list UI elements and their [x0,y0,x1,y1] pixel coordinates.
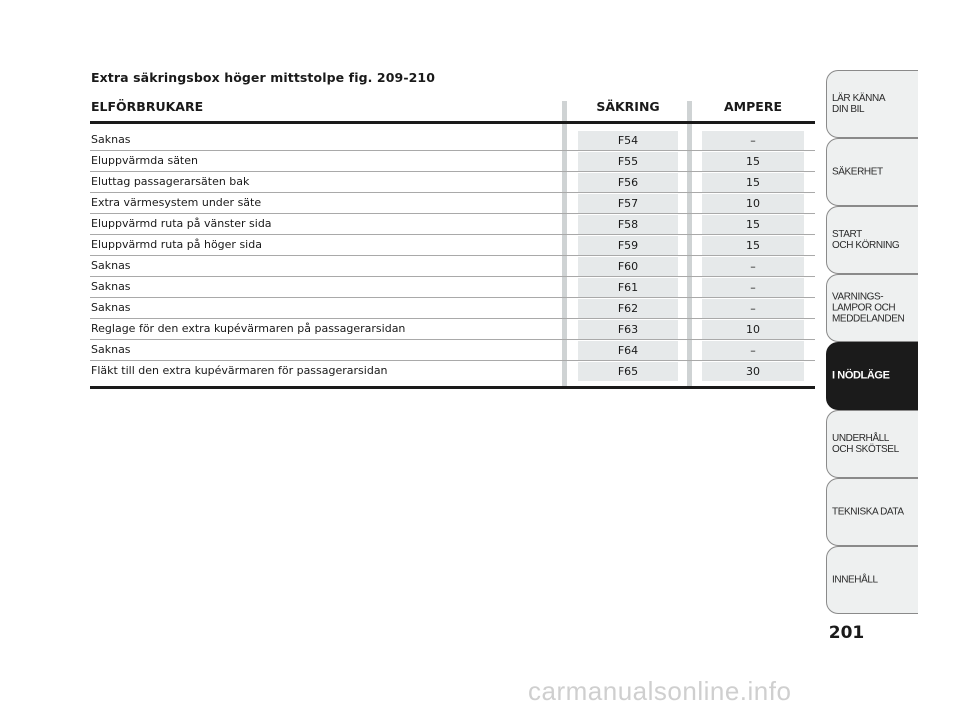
table-row [90,361,815,382]
ampere-cell: 30 [702,362,804,381]
ampere-cell: 15 [702,215,804,234]
chapter-tab-label: I NÖDLÄGE [832,369,890,382]
chapter-tab-label: INNEHÅLL [832,574,878,586]
consumer-cell: Saknas [91,280,131,293]
consumer-cell: Saknas [91,343,131,356]
consumer-cell: Eluttag passagerarsäten bak [91,175,250,188]
column-header-fuse: SÄKRING [596,99,660,114]
chapter-tab[interactable] [826,138,918,206]
chapter-tab[interactable] [826,410,918,478]
consumer-cell: Saknas [91,301,131,314]
table-row [90,319,815,340]
consumer-cell: Eluppvärmda säten [91,154,198,167]
chapter-tab-label: VARNINGS- LAMPOR OCH MEDDELANDEN [832,291,905,325]
chapter-tab-label: LÄR KÄNNA DIN BIL [832,93,886,115]
chapter-tab[interactable] [826,274,918,342]
table-top-rule [90,121,815,124]
chapter-tab-label: TEKNISKA DATA [832,506,904,518]
table-row [90,193,815,214]
table-row [90,277,815,298]
chapter-tab-label: UNDERHÅLL OCH SKÖTSEL [832,433,899,455]
chapter-tab[interactable] [826,70,918,138]
page-number: 201 [828,623,865,643]
ampere-cell: – [702,257,804,276]
consumer-cell: Saknas [91,259,131,272]
chapter-tab[interactable] [826,478,918,546]
ampere-cell: 10 [702,194,804,213]
column-header-ampere: AMPERE [724,99,782,114]
table-title: Extra säkringsbox höger mittstolpe fig. 209-210 [91,70,436,85]
chapter-tab-label: SÄKERHET [832,166,883,178]
consumer-cell: Reglage för den extra kupévärmaren på passagerarsidan [91,322,406,335]
fuse-cell: F63 [578,320,678,339]
ampere-cell: 15 [702,152,804,171]
chapter-tab[interactable] [826,546,918,614]
consumer-cell: Eluppvärmd ruta på höger sida [91,238,262,251]
fuse-cell: F59 [578,236,678,255]
watermark: carmanualsonline.info [528,676,792,706]
fuse-table-body [90,130,815,382]
fuse-cell: F55 [578,152,678,171]
consumer-cell: Eluppvärmd ruta på vänster sida [91,217,272,230]
fuse-cell: F62 [578,299,678,318]
table-row [90,340,815,361]
consumer-cell: Saknas [91,133,131,146]
table-bottom-rule [90,386,815,389]
table-row [90,235,815,256]
ampere-cell: – [702,278,804,297]
consumer-cell: Fläkt till den extra kupévärmaren för passagerarsidan [91,364,388,377]
column-header-consumer: ELFÖRBRUKARE [91,99,204,114]
table-row [90,298,815,319]
ampere-cell: 15 [702,236,804,255]
ampere-cell: – [702,299,804,318]
fuse-cell: F61 [578,278,678,297]
ampere-cell: 10 [702,320,804,339]
ampere-cell: – [702,131,804,150]
ampere-cell: 15 [702,173,804,192]
chapter-tab-label: START OCH KÖRNING [832,229,900,251]
table-row [90,130,815,151]
chapter-tab[interactable] [826,342,918,410]
consumer-cell: Extra värmesystem under säte [91,196,262,209]
chapter-tab[interactable] [826,206,918,274]
fuse-cell: F57 [578,194,678,213]
chapter-tabs [826,70,918,614]
table-row [90,256,815,277]
ampere-cell: – [702,341,804,360]
table-row [90,172,815,193]
fuse-cell: F54 [578,131,678,150]
table-row [90,214,815,235]
fuse-cell: F65 [578,362,678,381]
fuse-cell: F64 [578,341,678,360]
fuse-cell: F56 [578,173,678,192]
fuse-cell: F60 [578,257,678,276]
fuse-cell: F58 [578,215,678,234]
table-row [90,151,815,172]
